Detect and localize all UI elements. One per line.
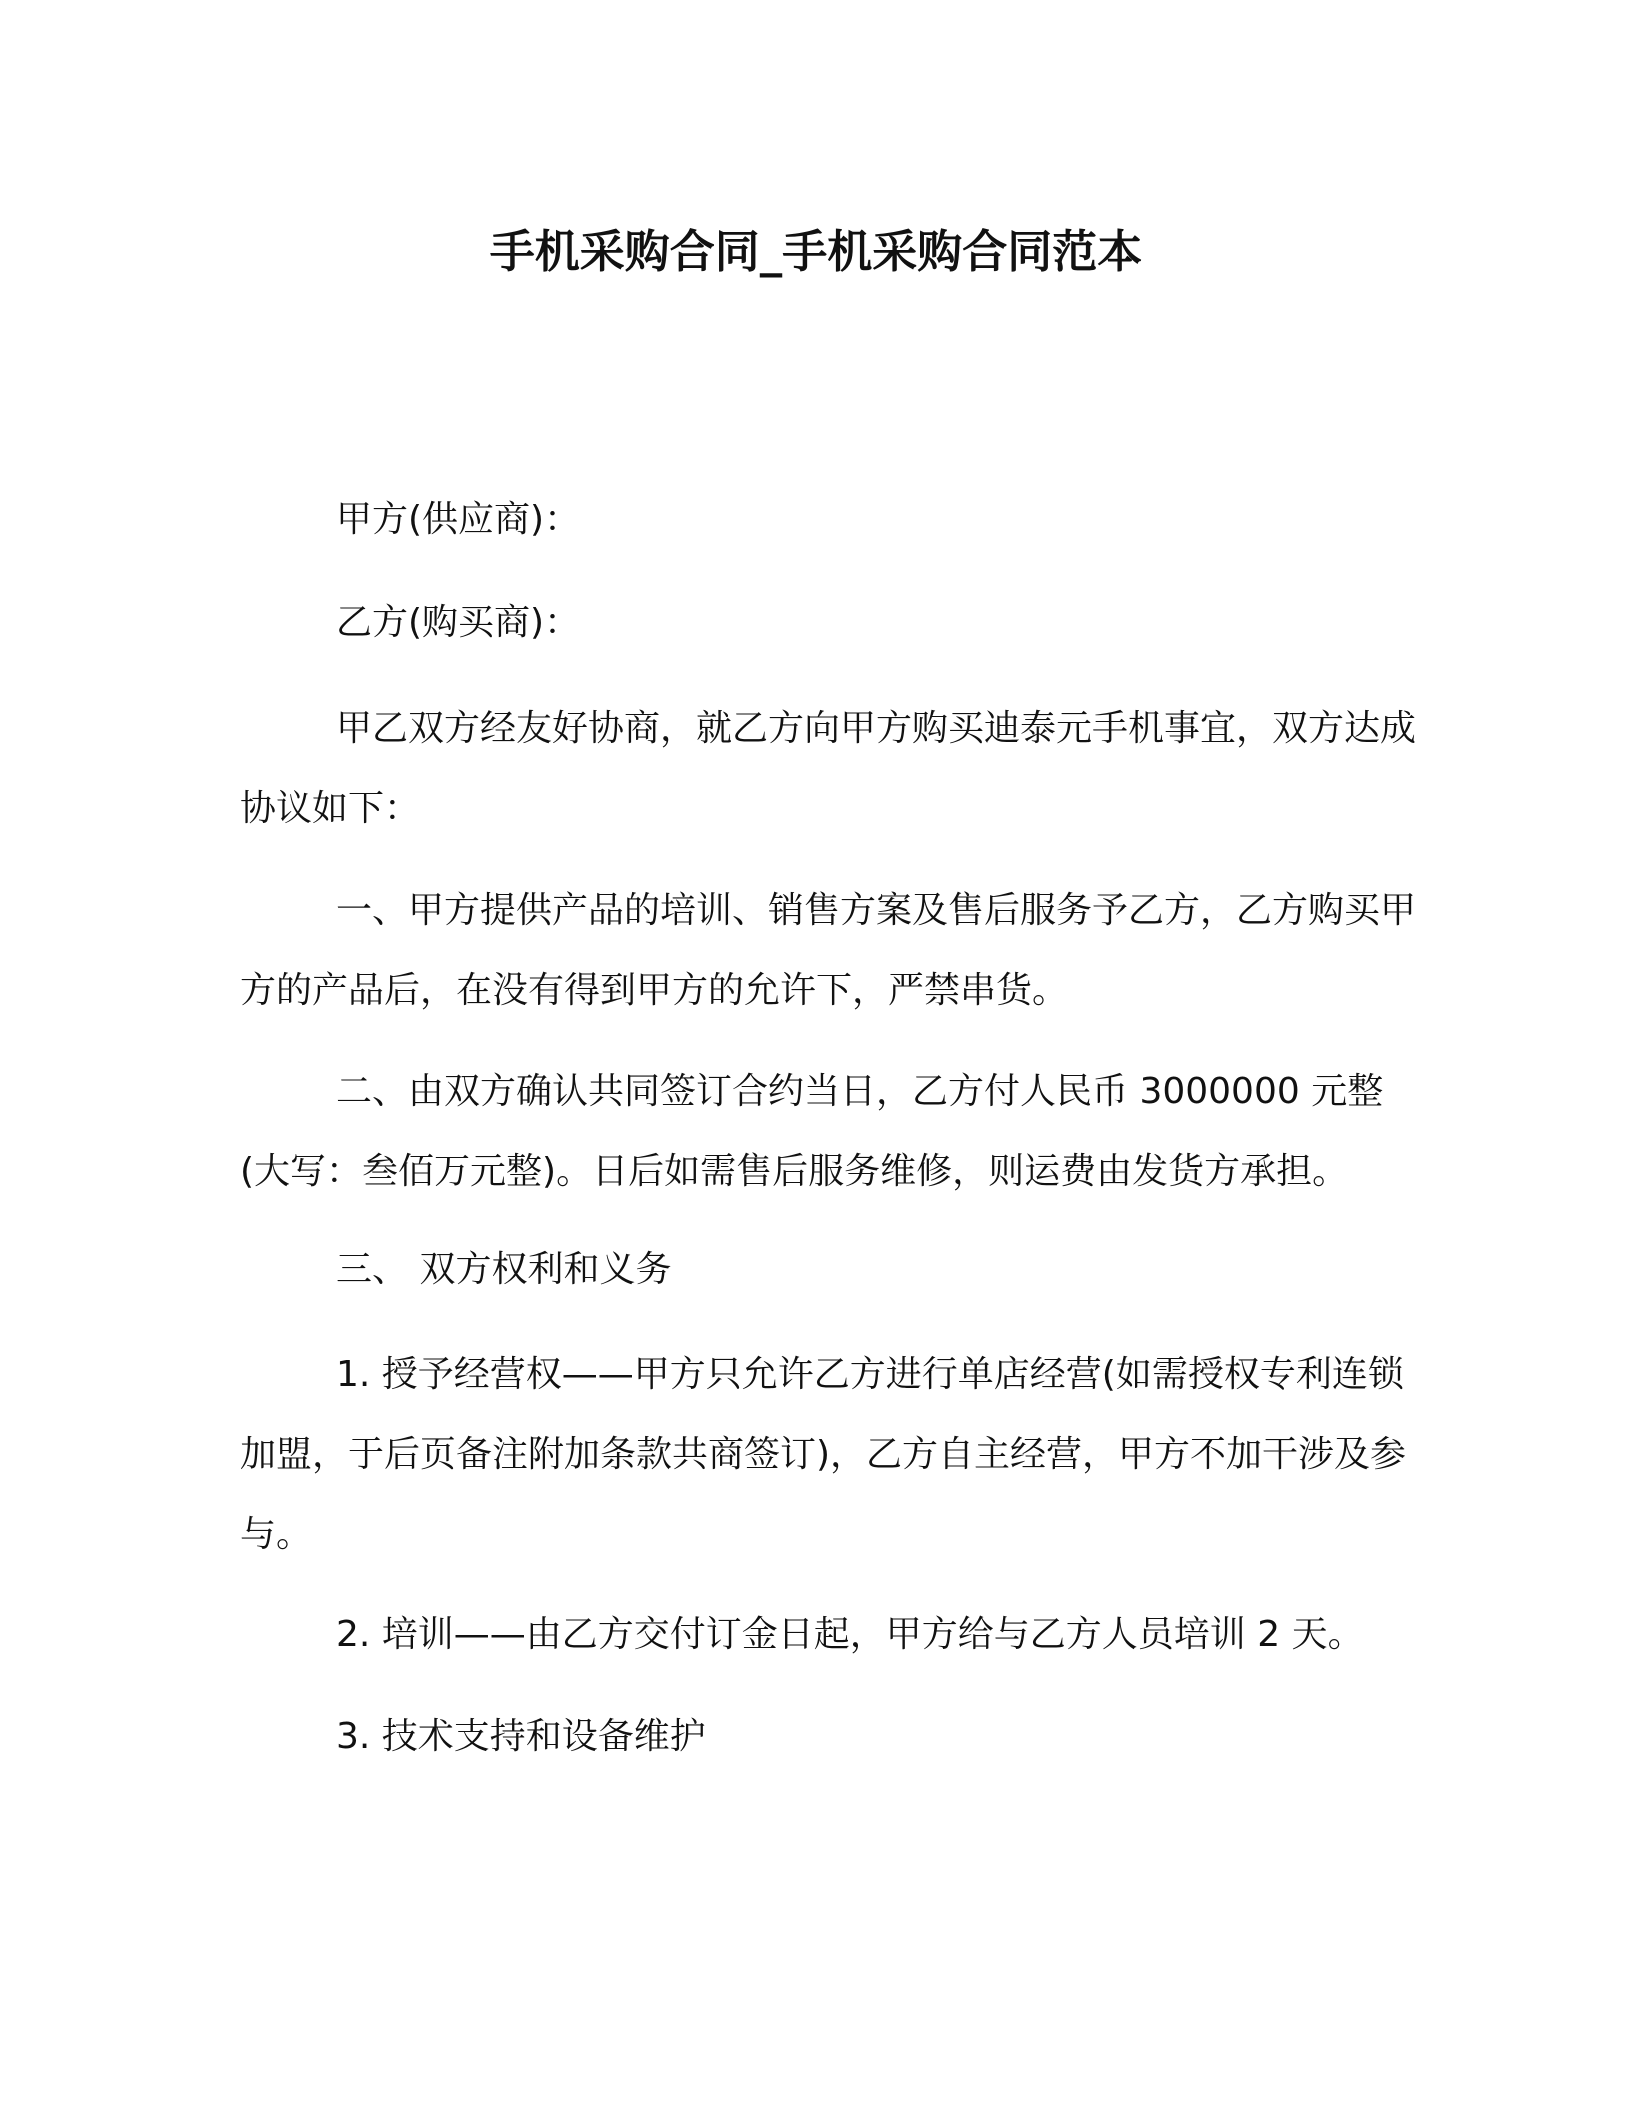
clause-three-item-2: 2. 培训——由乙方交付订金日起，甲方给与乙方人员培训 2 天。 bbox=[336, 1614, 1364, 1655]
clause-three-item-1: 1. 授予经营权——甲方只允许乙方进行单店经营(如需授权专利连锁加盟，于后页备注附加条款共商签订)，乙方自主经营，甲方不加干涉及参与。 bbox=[240, 1354, 1407, 1555]
clause-three-heading: 三、 双方权利和义务 bbox=[336, 1249, 672, 1290]
clause-one-paragraph: 一、甲方提供产品的培训、销售方案及售后服务予乙方，乙方购买甲方的产品后，在没有得到甲方的允许下，严禁串货。 bbox=[240, 890, 1417, 1011]
intro-paragraph: 甲乙双方经友好协商，就乙方向甲方购买迪泰元手机事宜，双方达成协议如下： bbox=[240, 708, 1417, 829]
party-b-line: 乙方(购买商)： bbox=[336, 602, 581, 643]
party-a-line: 甲方(供应商)： bbox=[336, 499, 581, 540]
clause-three-item-3: 3. 技术支持和设备维护 bbox=[336, 1716, 706, 1757]
document-title: 手机采购合同_手机采购合同范本 bbox=[489, 225, 1143, 278]
clause-two-paragraph: 二、由双方确认共同签订合约当日，乙方付人民币 3000000 元整(大写：叁佰万元整)。日后如需售后服务维修，则运费由发货方承担。 bbox=[240, 1071, 1384, 1192]
